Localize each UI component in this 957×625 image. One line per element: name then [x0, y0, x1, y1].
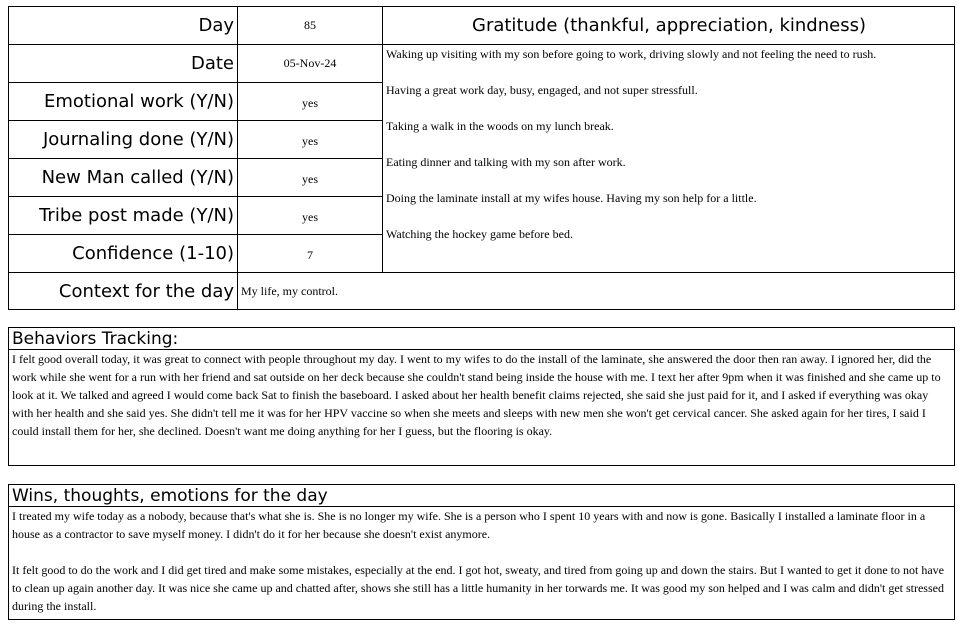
tribe-post-label: Tribe post made (Y/N) [39, 205, 234, 226]
journaling-value: yes [302, 134, 318, 148]
day-value: 85 [304, 18, 316, 32]
new-man-called-value: yes [302, 172, 318, 186]
wins-paragraph: It felt good to do the work and I did get tired and make some mistakes, especially at the end. I got hot, sweaty, and tired from going up and down the stairs. But I wanted to get it done to not have to clean up again another day. It was nice she came up and chatted after, shows she still has a little humanity in her torwards me. It was good my son helped and I was calm and didn't get stressed during the install. [12, 563, 945, 613]
gratitude-item: Eating dinner and talking with my son after work. [386, 155, 626, 169]
wins-body [9, 507, 954, 615]
confidence-value: 7 [307, 248, 313, 262]
new-man-called-label: New Man called (Y/N) [41, 167, 234, 188]
wins-title: Wins, thoughts, emotions for the day [9, 485, 954, 507]
gratitude-list [383, 45, 955, 272]
gratitude-item: Waking up visiting with my son before going to work, driving slowly and not feeling the need to rush. [386, 47, 877, 61]
behaviors-body [9, 350, 954, 440]
date-value: 05-Nov-24 [283, 56, 337, 70]
context-value: My life, my control. [241, 284, 338, 298]
behaviors-title: Behaviors Tracking: [9, 328, 954, 350]
behaviors-section [8, 327, 955, 466]
context-label: Context for the day [58, 281, 234, 302]
emotional-work-label: Emotional work (Y/N) [43, 91, 234, 112]
gratitude-item: Watching the hockey game before bed. [386, 227, 573, 241]
behaviors-text: I felt good overall today, it was great to connect with people throughout my day. I went to my wifes to do the install of the laminate, she answered the door then ran away. I ignored her, did the work while she went for a run with her friend and sat outside on her deck because she couldn't stand being inside the house with me. I text her after 9pm when it was finished and she came up to look at it. We talked and agreed I would come back Sat to finish the baseboard. I asked about her health benefit claims rejected, she said she just paid for it, and I asked if everything was okay with her health and she said yes. She didn't tell me it was for her HPV vaccine so when she meets and sleeps with new men she won't get cervical cancer. She asked again for her tires, I said I could install them for her, she declined. Doesn't want me doing anything for her I guess, but the flooring is okay. [12, 352, 941, 438]
confidence-label: Confidence (1-10) [72, 243, 234, 264]
date-label: Date [190, 53, 234, 74]
tribe-post-value: yes [302, 210, 318, 224]
daily-tracker-table [8, 6, 955, 310]
wins-paragraph: I treated my wife today as a nobody, because that's what she is. She is no longer my wife. She is a person who I spent 10 years with and now is gone. Basically I installed a laminate floor in a house as a contractor to save myself money. I didn't do it for her because she doesn't exist anymore. [12, 509, 926, 541]
emotional-work-value: yes [302, 96, 318, 110]
gratitude-title: Gratitude (thankful, appreciation, kindness) [472, 15, 866, 36]
gratitude-item: Having a great work day, busy, engaged, and not super stressfull. [386, 83, 698, 97]
gratitude-item: Taking a walk in the woods on my lunch break. [386, 119, 614, 133]
gratitude-item: Doing the laminate install at my wifes house. Having my son help for a little. [386, 191, 757, 205]
wins-section [8, 484, 955, 620]
journaling-label: Journaling done (Y/N) [42, 129, 234, 150]
day-label: Day [198, 15, 234, 36]
